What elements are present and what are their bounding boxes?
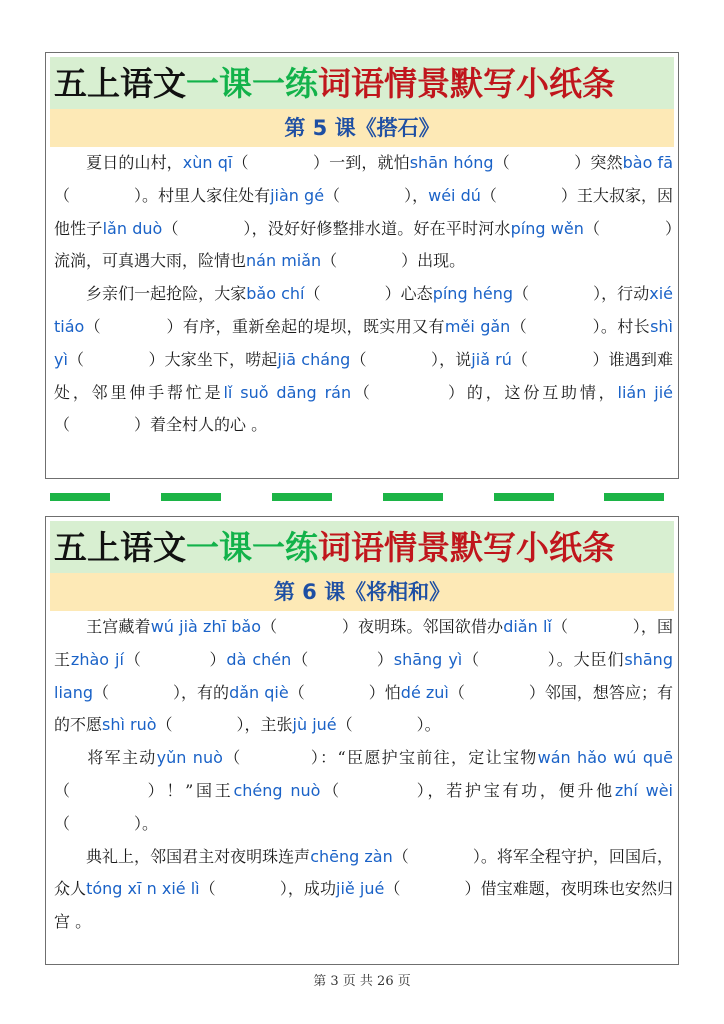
card-title: [50, 521, 674, 573]
exercise-text: [46, 147, 678, 442]
separator-dash: [604, 493, 664, 501]
pinyin-prompt: píng héng: [432, 284, 513, 304]
separator-dash: [272, 493, 332, 501]
sentence-text: 典礼上，邻国君主对夜明珠连声: [86, 846, 311, 866]
sentence-text: （ ）。: [336, 715, 441, 735]
paragraph: [54, 278, 673, 442]
pinyin-prompt: lǎn duò: [102, 218, 163, 238]
pinyin-prompt: shāng yì: [393, 649, 463, 669]
sentence-text: 夏日的山村，: [86, 153, 183, 172]
paragraph: [54, 147, 673, 278]
pinyin-prompt: jiā cháng: [277, 349, 351, 369]
pinyin-prompt: jiǎ rú: [471, 349, 512, 369]
title-topic: 词语情景默写小纸条: [318, 527, 615, 567]
pinyin-prompt: yǔn nuò: [156, 748, 223, 768]
sentence-text: （ ）：“臣愿护宝前往，定让宝物: [222, 748, 538, 768]
paragraph: [54, 841, 673, 939]
separator-dash: [494, 493, 554, 501]
pinyin-prompt: píng wěn: [510, 218, 584, 238]
pinyin-prompt: bào fā: [622, 153, 673, 172]
sentence-text: （ ）邻国，想答应；有的不愿: [54, 682, 673, 735]
pinyin-prompt: zhào jí: [70, 649, 124, 669]
worksheet-card-lesson-5: [45, 52, 679, 479]
sentence-text: （ ），国王: [54, 617, 673, 669]
pinyin-prompt: lǐ suǒ dāng rán: [223, 382, 352, 402]
title-series: 一课一练: [186, 63, 318, 103]
page-number: 第 3 页 共 26 页: [313, 974, 411, 989]
sentence-text: （ ），主张: [156, 715, 293, 735]
title-subject: 五上语文: [54, 63, 186, 103]
pinyin-prompt: xùn qī: [182, 153, 233, 172]
pinyin-prompt: nán miǎn: [246, 251, 322, 271]
pinyin-prompt: shān hóng: [409, 153, 494, 172]
sentence-text: （ ）的，这份互助情，: [351, 382, 618, 402]
pinyin-prompt: dé zuì: [400, 682, 449, 702]
sentence-text: （ ）大家坐下，唠起: [67, 349, 278, 369]
paragraph: [54, 611, 673, 742]
pinyin-prompt: wán hǎo wú quē: [537, 748, 673, 768]
sentence-text: （ ），: [324, 185, 429, 205]
lesson-heading: 第 6 课《将相和》: [50, 573, 674, 611]
pinyin-prompt: diǎn lǐ: [503, 617, 552, 636]
separator-dash: [161, 493, 221, 501]
sentence-text: （ ）有序，重新垒起的堤坝，既实用又有: [84, 316, 445, 336]
sentence-text: （ ）: [123, 649, 227, 669]
sentence-text: （ ），没好好修整排水道。好在平时河水: [162, 218, 511, 238]
sentence-text: （ ）。村里人家住处有: [54, 185, 271, 205]
pinyin-prompt: shì ruò: [102, 715, 157, 735]
separator-dash: [383, 493, 443, 501]
pinyin-prompt: wú jià zhī bǎo: [150, 617, 262, 636]
pinyin-prompt: xié tiáo: [54, 284, 673, 336]
sentence-text: （ ）怕: [288, 682, 401, 702]
sentence-text: （ ）王大叔家，因他性子: [54, 185, 673, 238]
title-topic: 词语情景默写小纸条: [318, 63, 615, 103]
pinyin-prompt: jiàn gé: [270, 185, 325, 205]
sentence-text: （ ）流淌，可真遇大雨，险情也: [54, 218, 673, 271]
sentence-text: （ ）谁遇到难处，邻里伸手帮忙是: [54, 349, 673, 402]
pinyin-prompt: chēng zàn: [310, 846, 393, 866]
sentence-text: 将军主动: [86, 748, 157, 768]
pinyin-prompt: dǎn qiè: [229, 682, 289, 702]
pinyin-prompt: shāng liang: [54, 649, 673, 702]
sentence-text: 王宫藏着: [86, 617, 151, 636]
sentence-text: （ ），说: [350, 349, 472, 369]
sentence-text: （ ）。将军全程守护，回国后，众人: [54, 846, 673, 899]
sentence-text: （ ）出现。: [321, 251, 466, 271]
separator-dash: [50, 493, 110, 501]
title-subject: 五上语文: [54, 527, 186, 567]
sentence-text: （ ）突然: [493, 153, 623, 172]
sentence-text: （ ），若护宝有功，便升他: [320, 780, 615, 800]
pinyin-prompt: jiě jué: [336, 879, 385, 899]
paragraph: [54, 742, 673, 840]
pinyin-prompt: jù jué: [292, 715, 337, 735]
sentence-text: （ ），有的: [93, 682, 230, 702]
pinyin-prompt: wéi dú: [428, 185, 481, 205]
sentence-text: （ ），成功: [199, 879, 337, 899]
card-title: [50, 57, 674, 109]
exercise-text: [46, 611, 678, 939]
pinyin-prompt: bǎo chí: [246, 284, 305, 304]
pinyin-prompt: dà chén: [226, 649, 292, 669]
pinyin-prompt: tóng xī n xié lì: [86, 879, 200, 899]
sentence-text: （ ）着全村人的心 。: [54, 415, 268, 435]
sentence-text: （ ）。大臣们: [462, 649, 625, 669]
pinyin-prompt: lián jié: [617, 382, 673, 402]
sentence-text: （ ）夜明珠。邻国欲借办: [261, 617, 504, 636]
title-series: 一课一练: [186, 527, 318, 567]
sentence-text: （ ）心态: [304, 284, 433, 304]
sentence-text: （ ）。: [54, 813, 159, 833]
sentence-text: （ ）: [291, 649, 394, 669]
sentence-text: （ ）！”国王: [54, 780, 234, 800]
pinyin-prompt: chéng nuò: [233, 780, 321, 800]
sentence-text: （ ），行动: [513, 284, 650, 304]
dashed-separator: [50, 493, 664, 501]
worksheet-card-lesson-6: [45, 516, 679, 965]
sentence-text: （ ）。村长: [510, 316, 651, 336]
sentence-text: （ ）一到，就怕: [232, 153, 410, 172]
pinyin-prompt: zhí wèi: [614, 780, 673, 800]
pinyin-prompt: měi gǎn: [444, 316, 511, 336]
sentence-text: 乡亲们一起抢险，大家: [86, 284, 247, 304]
pinyin-prompt: shì yì: [54, 316, 673, 369]
sentence-text: （ ）借宝难题，夜明珠也安然归宫 。: [54, 879, 673, 932]
lesson-heading: 第 5 课《搭石》: [50, 109, 674, 147]
